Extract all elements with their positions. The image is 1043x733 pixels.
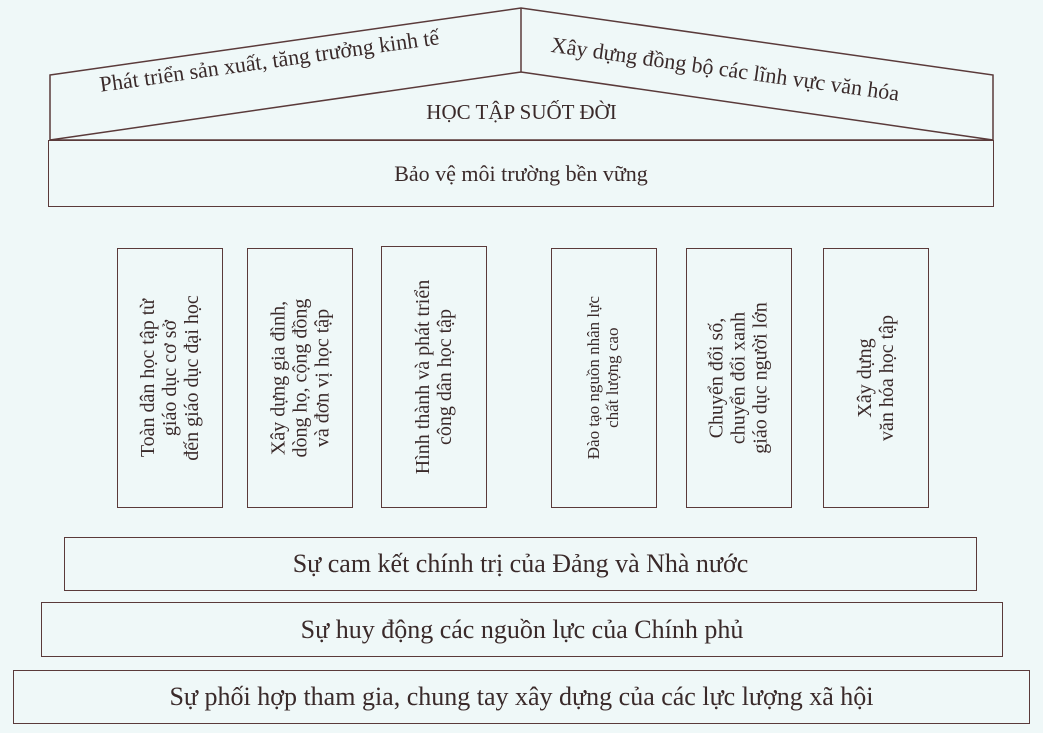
pillar-5-text: Chuyển đổi số, chuyển đổi xanh giáo dục người lớn <box>706 302 773 454</box>
pillar-5 <box>686 248 792 508</box>
pillar-6 <box>823 248 929 508</box>
beam-box <box>48 140 994 207</box>
pillar-1 <box>117 248 223 508</box>
foundation-1-label: Sự cam kết chính trị của Đảng và Nhà nước <box>292 549 749 578</box>
pillar-1-text: Toàn dân học tập từ giáo dục cơ sở đến giáo dục đại học <box>137 295 203 461</box>
roof-center-label: HỌC TẬP SUỐT ĐỜI <box>426 100 617 124</box>
roof-right-label: Xây dựng đồng bộ các lĩnh vực văn hóa <box>549 32 901 106</box>
pillar-2 <box>247 248 353 508</box>
foundation-2-label: Sự huy động các nguồn lực của Chính phủ <box>300 614 744 644</box>
foundation-2 <box>41 602 1003 657</box>
pillar-4 <box>551 248 657 508</box>
foundation-3-label: Sự phối hợp tham gia, chung tay xây dựng của các lực lượng xã hội <box>169 682 874 711</box>
roof-left-label: Phát triển sản xuất, tăng trưởng kinh tế <box>98 24 441 97</box>
pillar-6-text: Xây dựng văn hóa học tập <box>854 314 899 442</box>
pillar-3-text: Hình thành và phát triển công dân học tập <box>412 279 456 475</box>
pillar-2-text: Xây dựng gia đình, dòng họ, cộng đồng và đơn vị học tập <box>267 298 334 458</box>
foundation-1 <box>64 537 977 591</box>
foundation-3 <box>13 670 1030 724</box>
pillar-3 <box>381 246 487 508</box>
beam-label: Bảo vệ môi trường bền vững <box>394 160 648 186</box>
pillar-4-text: Đào tạo nguồn nhân lực chất lượng cao <box>584 296 622 460</box>
